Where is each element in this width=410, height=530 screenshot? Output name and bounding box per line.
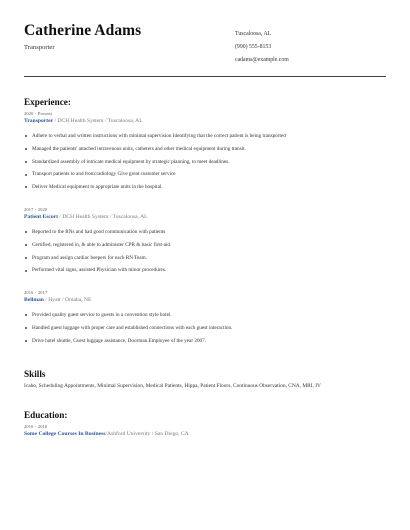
job-bullets bbox=[24, 130, 386, 194]
job-employer: DCH Health System / Tuscaloosa, AL bbox=[57, 118, 143, 124]
contact-email: cadams@example.com bbox=[235, 57, 289, 63]
education-line: Some College Courses In Business/Ashford University / San Diego, CA bbox=[24, 431, 189, 437]
experience-heading: Experience: bbox=[24, 97, 71, 107]
job-dates: 2020 - Present bbox=[24, 111, 53, 116]
job-bullet: Adhere to verbal and written instructions with minimal supervision Identifying that the correct patient is being transported bbox=[24, 130, 386, 143]
job-line: Transporter / DCH Health System / Tuscaloosa, AL bbox=[24, 118, 143, 124]
education-entry bbox=[24, 424, 386, 438]
education-degree: Some College Courses In Business bbox=[24, 431, 106, 437]
job-bullet: Certified, registered in, & able to administer CPR & basic first-aid. bbox=[24, 239, 386, 252]
skills-list: Icaho, Scheduling Appointments, Minimal Supervision, Medical Patients, Hippa, Patient Floors, Continuous Observation, CNA, MRI, IV bbox=[24, 383, 321, 389]
contact-phone: (990) 555-8153 bbox=[235, 44, 272, 50]
job-line: Patient Escort / DCH Health System / Tuscaloosa, AL bbox=[24, 214, 148, 220]
job-employer: DCH Health System / Tuscaloosa, AL bbox=[62, 214, 148, 220]
job-bullet: Performed vital signs, assisted Physician with minor procedures. bbox=[24, 264, 386, 277]
job-entry bbox=[24, 111, 386, 194]
job-bullets bbox=[24, 226, 386, 277]
job-bullet: Standardized assembly of intricate medical equipment by strategic planning, to meet deadlines. bbox=[24, 156, 386, 169]
job-bullet: Managed the patients' attached intravenous units, catheters and other medical equipment during transit. bbox=[24, 143, 386, 156]
job-title: Bellman bbox=[24, 297, 44, 303]
job-bullet: Reported to the RNs and had good communication with patients bbox=[24, 226, 386, 239]
resume-header bbox=[24, 22, 386, 76]
education-dates: 2016 - 2016 bbox=[24, 424, 48, 429]
job-bullet: Handled guest luggage with proper care and established connections with each guest interaction. bbox=[24, 322, 386, 335]
job-bullet: Drive hotel shuttle, Guest luggage assistance, Doorman.Employee of the year 2007. bbox=[24, 335, 386, 348]
candidate-role: Transporter bbox=[24, 44, 55, 51]
job-employer: Hyatt / Omaha, NE bbox=[48, 297, 92, 303]
job-dates: 2016 - 2017 bbox=[24, 290, 48, 295]
job-entry bbox=[24, 207, 386, 277]
job-entry bbox=[24, 290, 386, 347]
job-bullet: Deliver Medical equipment to appropriate units in the hospital. bbox=[24, 181, 386, 194]
header-divider bbox=[24, 76, 386, 77]
job-dates: 2017 - 2020 bbox=[24, 207, 48, 212]
job-bullet: Transport patients to and from:radiology Give great customer service bbox=[24, 168, 386, 181]
education-school: Ashford University / San Diego, CA bbox=[107, 431, 189, 437]
education-heading: Education: bbox=[24, 410, 68, 420]
job-line: Bellman / Hyatt / Omaha, NE bbox=[24, 297, 92, 303]
job-bullets bbox=[24, 309, 386, 347]
skills-heading: Skills bbox=[24, 369, 46, 379]
contact-location: Tuscaloosa, AL bbox=[235, 31, 272, 37]
job-bullet: Provided quality guest service to guests in a convention style hotel. bbox=[24, 309, 386, 322]
job-bullet: Program and assign cardiac beepers for each RN Team. bbox=[24, 252, 386, 265]
candidate-name: Catherine Adams bbox=[24, 22, 142, 39]
contact-block bbox=[235, 28, 289, 67]
job-title: Patient Escort bbox=[24, 214, 59, 220]
job-title: Transporter bbox=[24, 118, 54, 124]
